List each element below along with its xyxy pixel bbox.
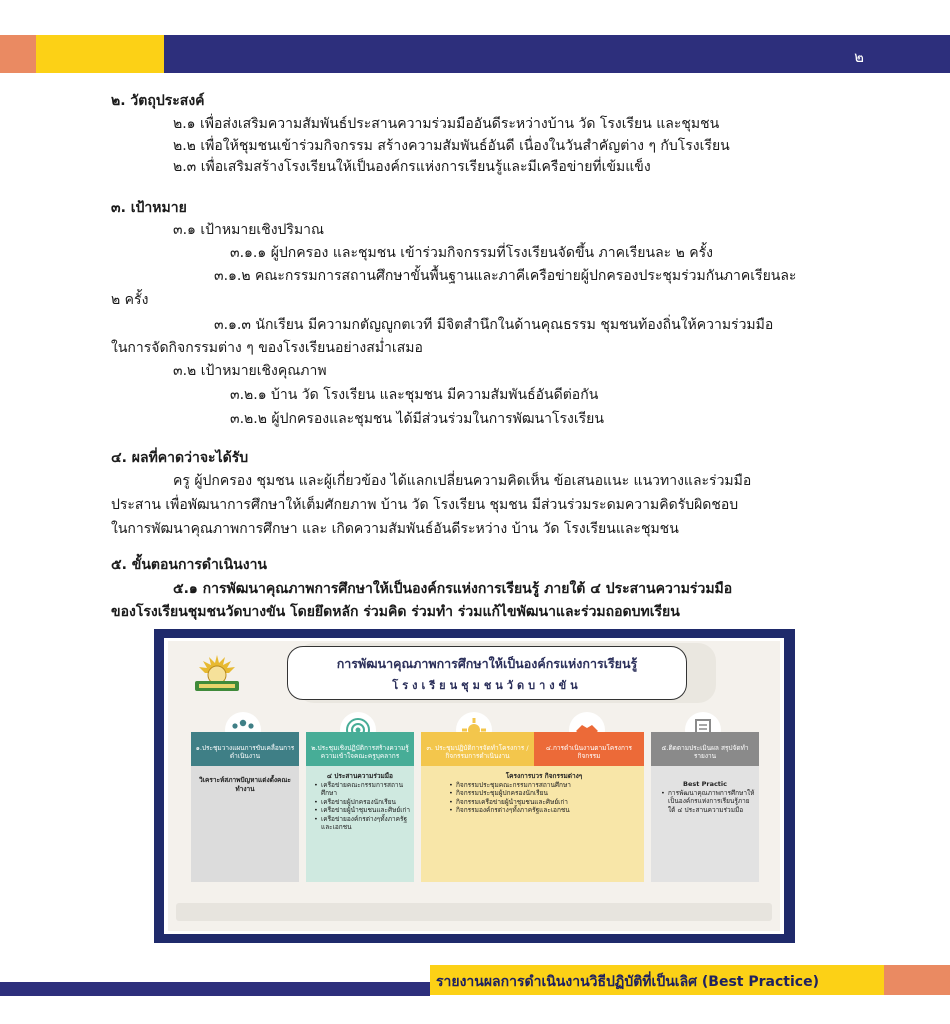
step-1-heading: ๑.ประชุมวางแผนการขับเคลื่อนการดำเนินงาน <box>191 732 299 766</box>
list-item: • กิจกรรมองค์กรต่างๆทั้งภาครัฐและเอกชน <box>449 806 639 815</box>
list-item: • กิจกรรมประชุมผู้ปกครองนักเรียน <box>449 789 639 798</box>
step-2-heading: ๒.ประชุมเชิงปฏิบัติการสร้างความรู้ ความเข้าใจคณะครูบุคลากร <box>306 732 414 766</box>
results-paragraph-line: ประสาน เพื่อพัฒนาการศึกษาให้เต็มศักยภาพ บ้าน วัด โรงเรียน ชุมชน มีส่วนร่วมระดมความคิดรับผิดชอบ <box>111 497 739 513</box>
step-4-heading: ๔.การดำเนินงานตามโครงการกิจกรรม <box>534 732 644 766</box>
step-2-body <box>310 772 410 832</box>
list-item: • เครือข่ายผู้นำชุมชนและศิษย์เก่า <box>314 806 410 815</box>
objectives-title: ๒. วัตถุประสงค์ <box>111 93 205 109</box>
footer-title: รายงานผลการดำเนินงานวิธีปฏิบัติที่เป็นเลิศ (Best Practice) <box>436 974 819 990</box>
procedure-title: ๕. ขั้นตอนการดำเนินงาน <box>111 557 268 573</box>
footer-bar <box>0 982 430 996</box>
goal-item-continued: ในการจัดกิจกรรมต่าง ๆ ของโรงเรียนอย่างสม่ำเสมอ <box>111 340 423 356</box>
header-accent-salmon <box>0 35 36 73</box>
objective-item: ๒.๒ เพื่อให้ชุมชนเข้าร่วมกิจกรรม สร้างความสัมพันธ์อันดี เนื่องในวันสำคัญต่าง ๆ กับโรงเรียน <box>173 138 730 154</box>
objective-item: ๒.๓ เพื่อเสริมสร้างโรงเรียนให้เป็นองค์กรแห่งการเรียนรู้และมีเครือข่ายที่เข้มแข็ง <box>173 159 651 175</box>
goal-item: ๓.๑.๓ นักเรียน มีความกตัญญูกตเวที มีจิตสำนึกในด้านคุณธรรม ชุมชนท้องถิ่นให้ความร่วมมือ <box>214 317 774 333</box>
goal-item-continued: ๒ ครั้ง <box>111 292 149 308</box>
step-5-heading: ๕.ติดตามประเมินผล สรุปจัดทำรายงาน <box>651 732 759 766</box>
step-5-body <box>655 780 755 814</box>
step-3-4-body <box>449 772 639 815</box>
process-step-3-4 <box>421 712 644 882</box>
list-item: • เครือข่ายองค์กรต่างๆทั้งภาครัฐและเอกชน <box>314 815 410 832</box>
step-3-4-body-title: โครงการบวร กิจกรรมต่างๆ <box>505 772 583 780</box>
step-5-body-title: Best Practic <box>683 780 727 788</box>
header-accent-yellow <box>36 35 164 73</box>
goal-qualitative-heading: ๓.๒ เป้าหมายเชิงคุณภาพ <box>173 363 327 379</box>
step-3-heading: ๓. ประชุมปฏิบัติการจัดทำโครงการ / กิจกรรมการดำเนินงาน <box>421 732 534 766</box>
goal-quantitative-heading: ๓.๑ เป้าหมายเชิงปริมาณ <box>173 222 325 238</box>
list-item: • เครือข่ายคณะกรรมการสถานศึกษา <box>314 781 410 798</box>
process-step-2 <box>306 712 414 882</box>
list-item: • การพัฒนาคุณภาพการศึกษาให้เป็นองค์กรแห่งการเรียนรู้ภายใต้ ๔ ประสานความร่วมมือ <box>661 789 755 815</box>
school-emblem-icon <box>189 651 245 697</box>
list-item: • กิจกรรมเครือข่ายผู้นำชุมชนและศิษย์เก่า <box>449 798 639 807</box>
process-step-1 <box>191 712 299 882</box>
procedure-paragraph-line: ๕.๑ การพัฒนาคุณภาพการศึกษาให้เป็นองค์กรแห่งการเรียนรู้ ภายใต้ ๔ ประสานความร่วมมือ <box>173 581 733 597</box>
results-paragraph-line: ในการพัฒนาคุณภาพการศึกษา และ เกิดความสัมพันธ์อันดีระหว่าง บ้าน วัด โรงเรียนและชุมชน <box>111 521 679 537</box>
goal-item: ๓.๒.๑ บ้าน วัด โรงเรียน และชุมชน มีความสัมพันธ์อันดีต่อกัน <box>230 387 599 403</box>
figure-subtitle: โรงเรียนชุมชนวัดบางขัน <box>392 679 582 692</box>
step-2-body-title: ๔ ประสานความร่วมมือ <box>327 772 393 780</box>
list-item: • เครือข่ายผู้ปกครองนักเรียน <box>314 798 410 807</box>
header-bar <box>164 35 950 73</box>
goals-title: ๓. เป้าหมาย <box>111 200 187 216</box>
list-item: • กิจกรรมประชุมคณะกรรมการสถานศึกษา <box>449 781 639 790</box>
page-number: ๒ <box>854 48 864 66</box>
results-paragraph-line: ครู ผู้ปกครอง ชุมชน และผู้เกี่ยวข้อง ได้แลกเปลี่ยนความคิดเห็น ข้อเสนอแนะ แนวทางและร่วมมือ <box>173 473 752 489</box>
goal-item: ๓.๒.๒ ผู้ปกครองและชุมชน ได้มีส่วนร่วมในการพัฒนาโรงเรียน <box>230 411 604 427</box>
procedure-paragraph-line: ของโรงเรียนชุมชนวัดบางขัน โดยยึดหลัก ร่วมคิด ร่วมทำ ร่วมแก้ไขพัฒนาและร่วมถอดบทเรียน <box>111 604 680 620</box>
goal-item: ๓.๑.๑ ผู้ปกครอง และชุมชน เข้าร่วมกิจกรรมที่โรงเรียนจัดขึ้น ภาคเรียนละ ๒ ครั้ง <box>230 245 714 261</box>
objective-item: ๒.๑ เพื่อส่งเสริมความสัมพันธ์ประสานความร่วมมืออันดีระหว่างบ้าน วัด โรงเรียน และชุมชน <box>173 116 720 132</box>
process-step-5 <box>651 712 759 882</box>
goal-item: ๓.๑.๒ คณะกรรมการสถานศึกษาขั้นพื้นฐานและภาคีเครือข่ายผู้ปกครองประชุมร่วมกันภาคเรียนละ <box>214 268 797 284</box>
results-title: ๔. ผลที่คาดว่าจะได้รับ <box>111 450 249 466</box>
footer-accent-salmon <box>884 965 950 995</box>
figure-title: การพัฒนาคุณภาพการศึกษาให้เป็นองค์กรแห่งการเรียนรู้ <box>336 656 638 671</box>
step-1-body: วิเคราะห์สภาพปัญหาแต่งตั้งคณะทำงาน <box>199 776 291 793</box>
